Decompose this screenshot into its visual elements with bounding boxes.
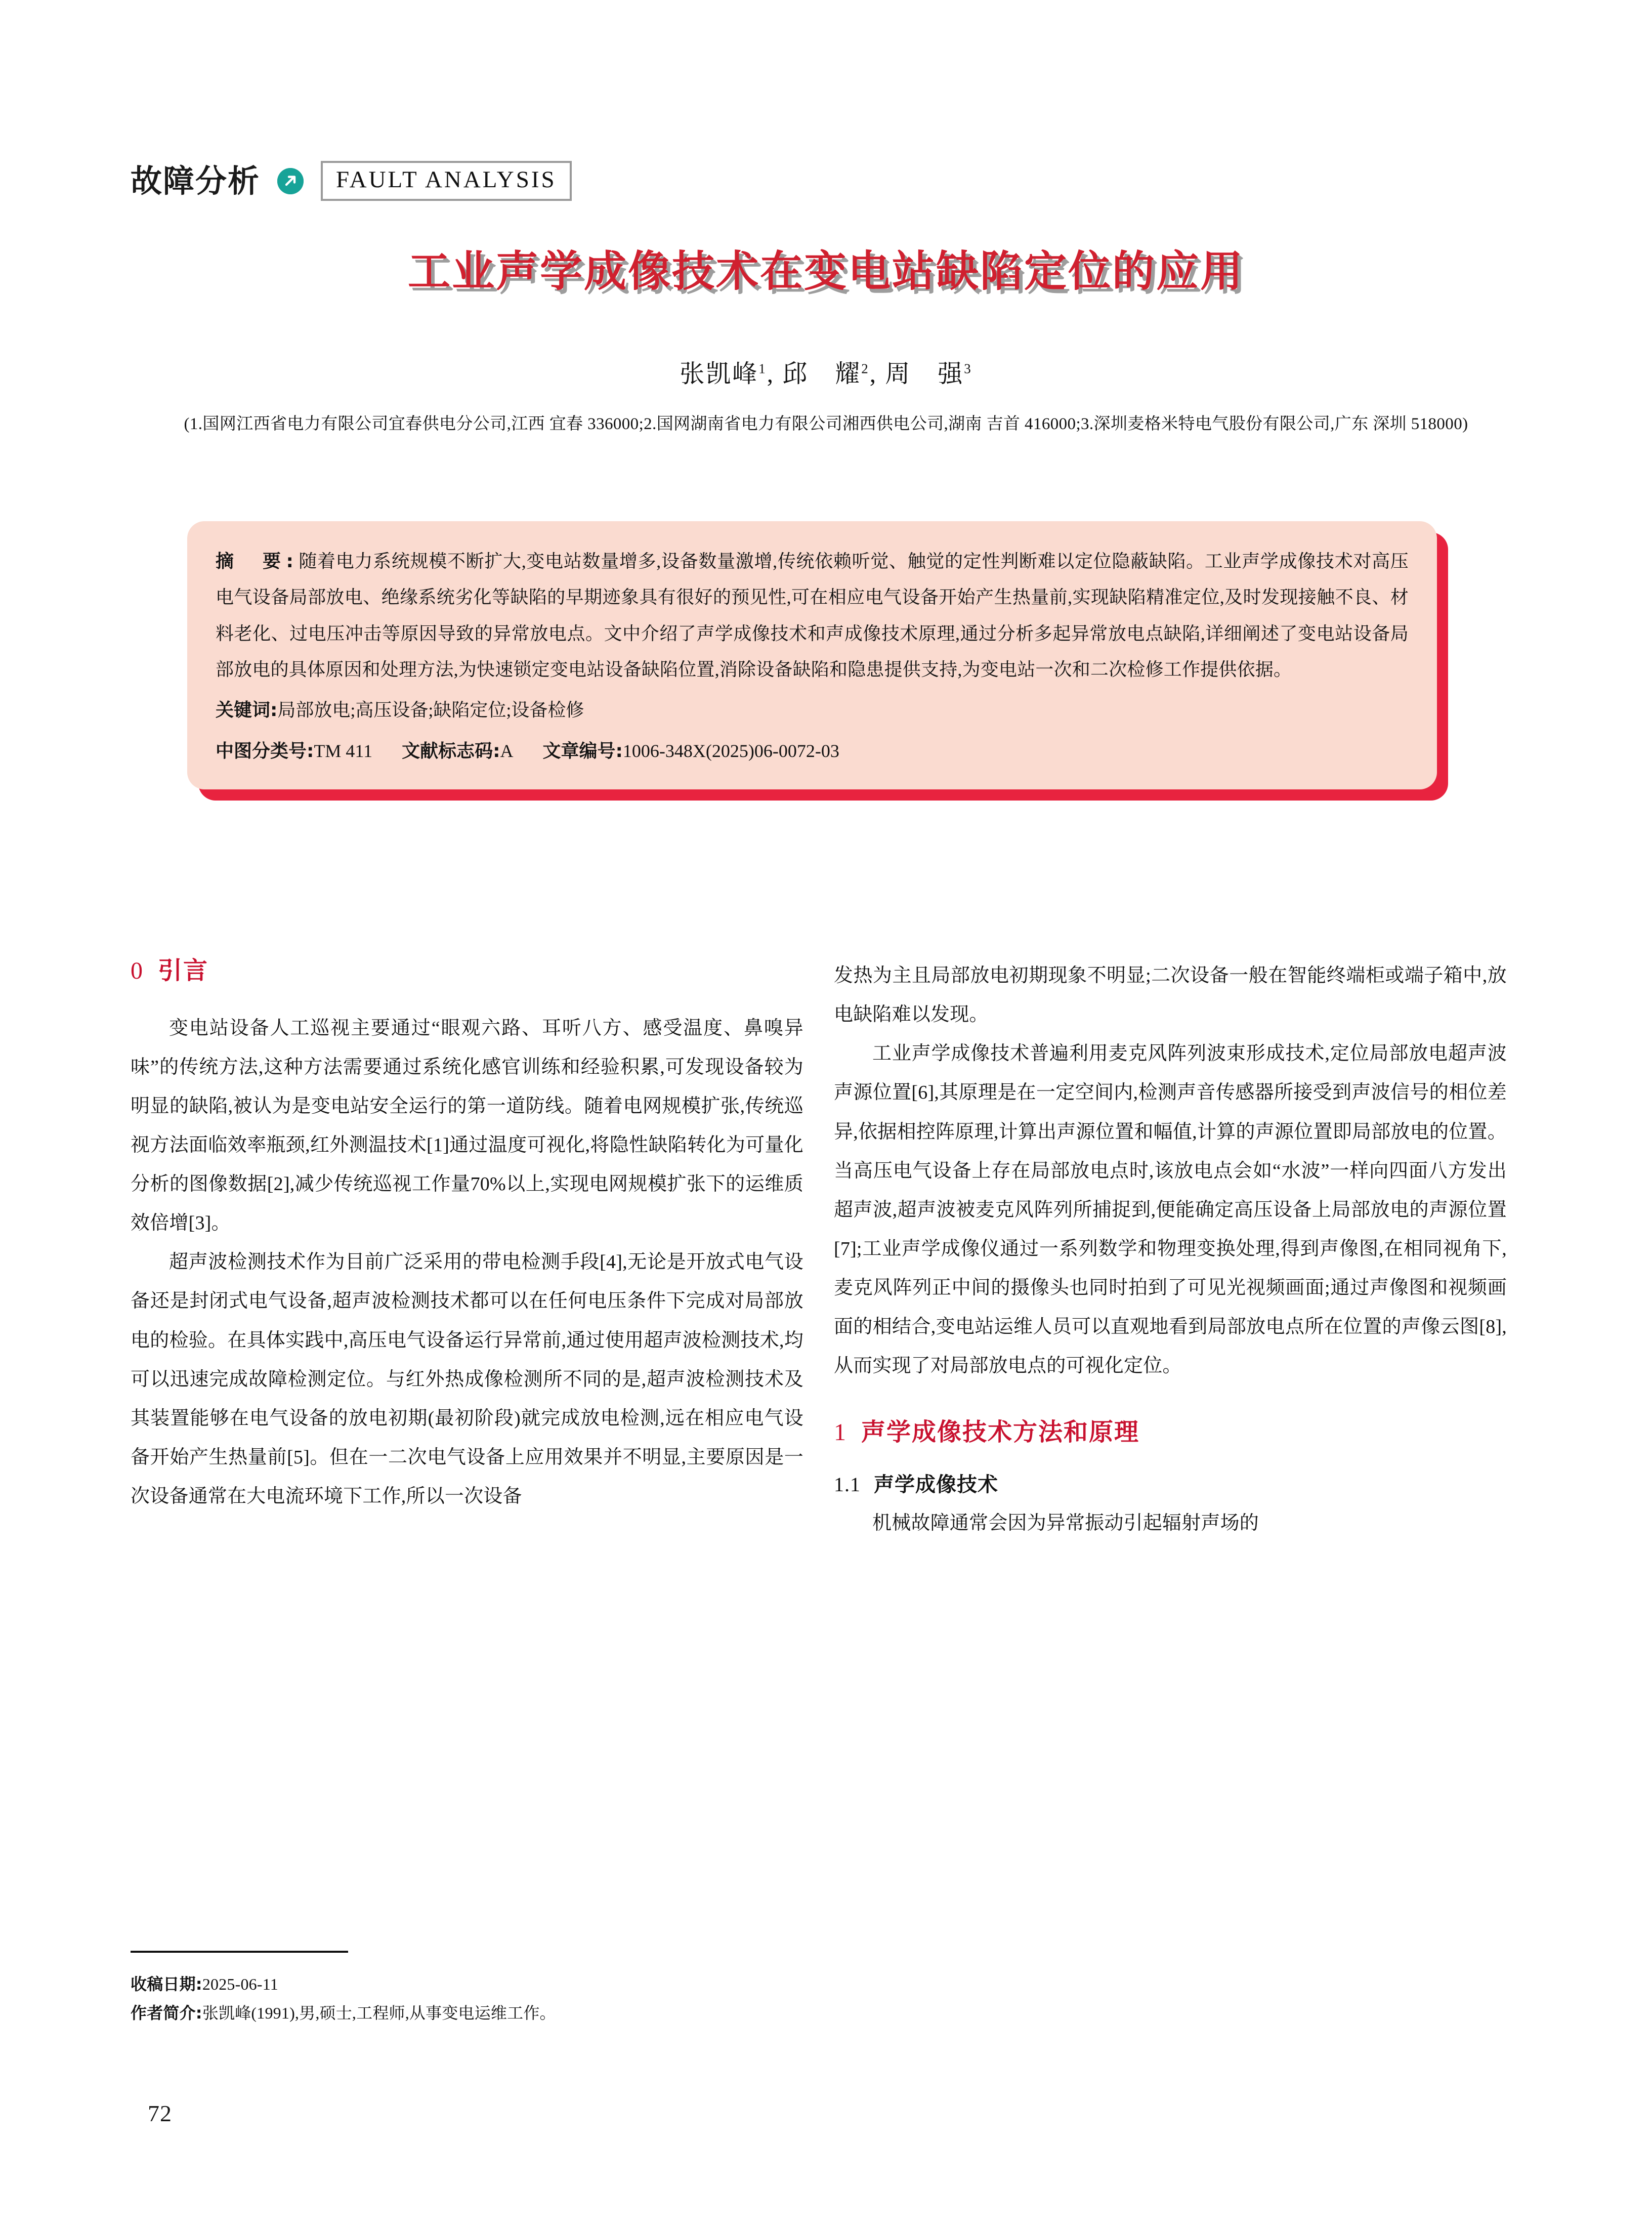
paragraph: 超声波检测技术作为目前广泛采用的带电检测手段[4],无论是开放式电气设备还是封闭式电气设备,超声波检测技术都可以在任何电压条件下完成对局部放电的检验。在具体实践中,高压电气设备运行异常前,通过使用超声波检测技术,均可以迅速完成故障检测定位。与红外热成像检测所不同的是,超声波检测技术及其装置能够在电气设备的放电初期(最初阶段)就完成放电检测,远在相应电气设备开始产生热量前[5]。但在一二次电气设备上应用效果并不明显,主要原因是一次设备通常在大电流环境下工作,所以一次设备 — [131, 1251, 803, 1507]
document-code — [402, 734, 513, 769]
footnote-block — [131, 1951, 803, 2028]
paragraph: 机械故障通常会因为异常振动引起辐射声场的 — [872, 1512, 1259, 1534]
author-bio-label: 作者简介: — [131, 2003, 202, 2023]
author-ref-2: 2 — [861, 361, 870, 376]
paragraph: 工业声学成像技术普遍利用麦克风阵列波束形成技术,定位局部放电超声波声源位置[6],其原理是在一定空间内,检测声音传感器所接受到声波信号的相位差异,依据相控阵原理,计算出声源位置和幅值,计算的声源位置即局部放电的位置。当高压电气设备上存在局部放电点时,该放电点会如“水波”一样向四面八方发出超声波,超声波被麦克风阵列所捕捉到,便能确定高压设备上局部放电的声源位置[7];工业声学成像仪通过一系列数学和物理变换处理,得到声像图,在相同视角下,麦克风阵列正中间的摄像头也同时拍到了可见光视频画面;通过声像图和视频画面的相结合,变电站运维人员可以直观地看到局部放电点所在位置的声像云图[8],从而实现了对局部放电点的可视化定位。 — [834, 1043, 1507, 1377]
paragraph: 变电站设备人工巡视主要通过“眼观六路、耳听八方、感受温度、鼻嗅异味”的传统方法,这种方法需要通过系统化感官训练和经验积累,可发现设备较为明显的缺陷,被认为是变电站安全运行的第一道防线。随着电网规模扩张,传统巡视方法面临效率瓶颈,红外测温技术[1]通过温度可视化,将隐性缺陷转化为可量化分析的图像数据[2],减少传统巡视工作量70%以上,实现电网规模扩张下的运维质效倍增[3]。 — [131, 1017, 803, 1234]
doc-code-value: A — [500, 741, 514, 762]
author-sep-2: , — [869, 360, 877, 388]
article-id-value: 1006-348X(2025)06-0072-03 — [622, 741, 839, 762]
paragraph-continuation: 发热为主且局部放电初期现象不明显;二次设备一般在智能终端柜或端子箱中,放电缺陷难以发现。 — [834, 965, 1507, 1026]
clc-label: 中图分类号: — [216, 741, 314, 762]
abstract-text: 随着电力系统规模不断扩大,变电站数量增多,设备数量激增,传统依赖听觉、触觉的定性判断难以定位隐蔽缺陷。工业声学成像技术对高压电气设备局部放电、绝缘系统劣化等缺陷的早期迹象具有很好的预见性,可在相应电气设备开始产生热量前,实现缺陷精准定位,及时发现接触不良、材料老化、过电压冲击等原因导致的异常放电点。文中介绍了声学成像技术和声成像技术原理,通过分析多起异常放电点缺陷,详细阐述了变电站设备局部放电的具体原因和处理方法,为快速锁定变电站设备缺陷位置,消除设备缺陷和隐患提供支持,为变电站一次和二次检修工作提供依据。 — [216, 551, 1409, 680]
clc-value: TM 411 — [314, 741, 373, 762]
author-bio-value: 张凯峰(1991),男,硕士,工程师,从事变电运维工作。 — [202, 2003, 556, 2022]
section-heading-1 — [834, 1418, 1507, 1447]
section-number-0: 0 — [131, 957, 144, 984]
received-date-line — [131, 1970, 803, 1999]
abstract-box — [187, 521, 1437, 789]
keywords-value: 局部放电;高压设备;缺陷定位;设备检修 — [277, 700, 584, 721]
body-column-right — [834, 956, 1507, 1543]
author-name-2: 邱 耀 — [782, 360, 862, 388]
abstract-text-block — [216, 543, 1409, 688]
received-date-label: 收稿日期: — [131, 1975, 202, 1994]
body-column-left — [131, 956, 803, 1516]
abstract-label: 摘 要: — [216, 551, 299, 572]
section-heading-intro — [131, 956, 803, 986]
keywords-line — [216, 693, 1409, 728]
section-heading-1-1 — [834, 1472, 1507, 1498]
arrow-up-right-icon — [277, 168, 304, 194]
author-ref-1: 1 — [758, 361, 767, 376]
section-number-1-1: 1.1 — [834, 1473, 861, 1496]
article-id — [542, 734, 839, 769]
author-ref-3: 3 — [964, 361, 972, 376]
section-number-1: 1 — [834, 1419, 847, 1446]
section-title-1: 声学成像技术方法和原理 — [861, 1418, 1140, 1447]
doc-code-label: 文献标志码: — [402, 741, 500, 762]
received-date-value: 2025-06-11 — [202, 1975, 278, 1993]
abstract-meta-line — [216, 734, 1409, 769]
author-line — [0, 354, 1652, 390]
page-number: 72 — [148, 2101, 172, 2126]
keywords-label: 关键词: — [216, 700, 278, 721]
section-title-1-1: 声学成像技术 — [874, 1473, 998, 1496]
article-id-label: 文章编号: — [542, 741, 623, 762]
clc-number — [216, 734, 372, 769]
author-name-3: 周 强 — [885, 360, 964, 388]
banner-category-en: FAULT ANALYSIS — [336, 166, 557, 193]
banner-category-en-box — [321, 161, 572, 201]
author-name-1: 张凯峰 — [680, 360, 759, 388]
affiliation-line: (1.国网江西省电力有限公司宜春供电分公司,江西 宜春 336000;2.国网湖南省电力有限公司湘西供电公司,湖南 吉首 416000;3.深圳麦格米特电气股份有限公司,广东 深圳 518000) — [184, 415, 1468, 433]
section-banner — [131, 161, 572, 201]
section-title-0: 引言 — [158, 956, 209, 985]
banner-category-cn: 故障分析 — [131, 162, 261, 199]
author-bio-line — [131, 1999, 803, 2028]
author-sep-1: , — [767, 360, 775, 388]
footnote-divider — [131, 1951, 348, 1953]
page-title: 工业声学成像技术在变电站缺陷定位的应用 — [407, 246, 1244, 296]
abstract-container — [187, 521, 1437, 789]
